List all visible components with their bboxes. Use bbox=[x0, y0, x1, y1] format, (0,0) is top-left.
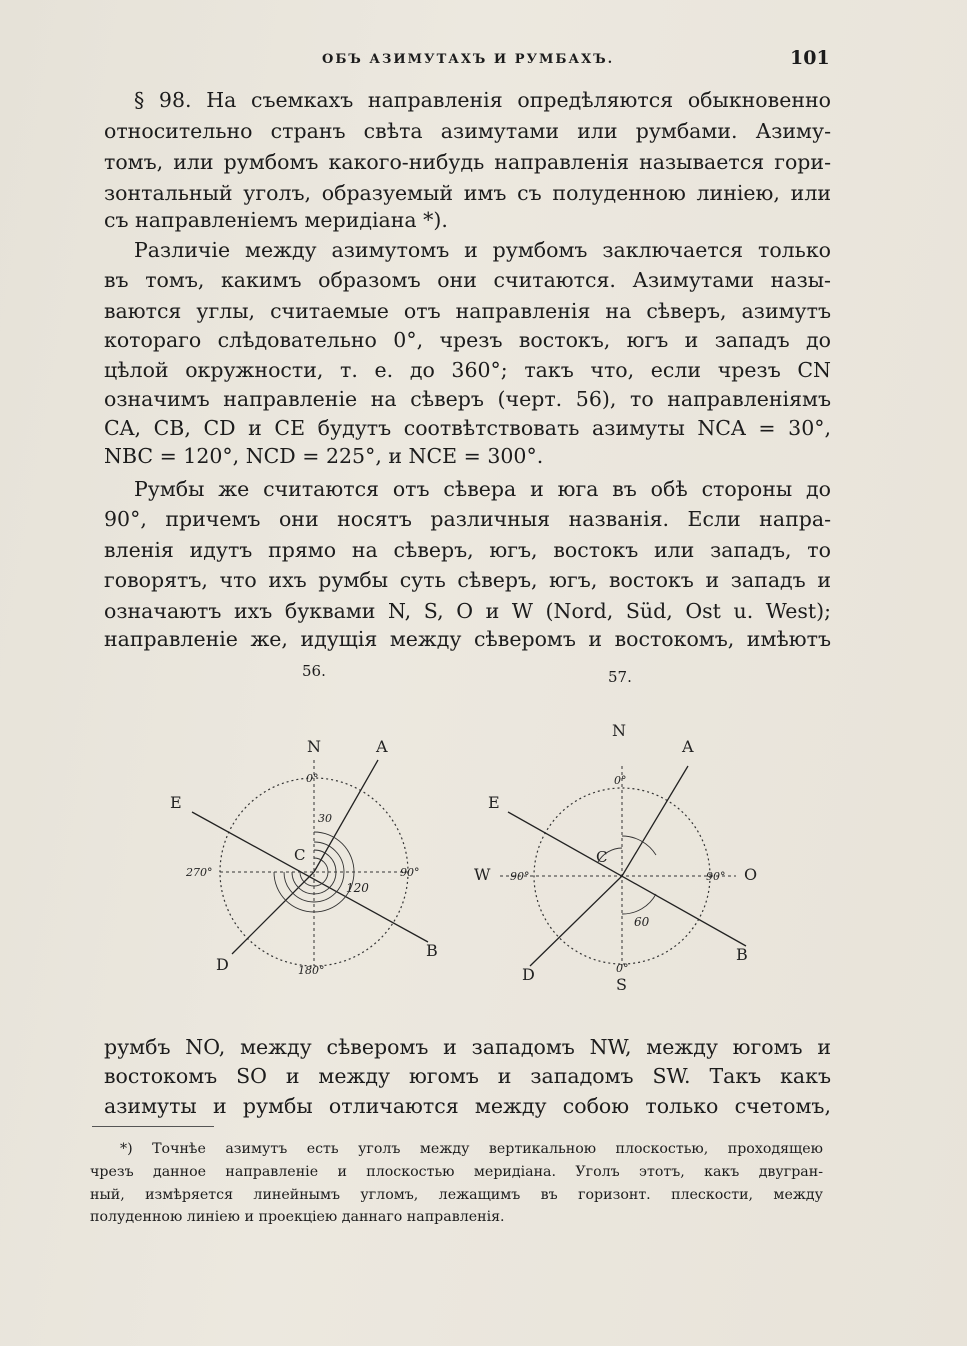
fig57-label-zero-bottom: 0° bbox=[616, 962, 629, 975]
fig57-label-90-east: 90° bbox=[706, 870, 726, 883]
figure-56-number: 56. bbox=[302, 662, 326, 680]
footnote-line: ный, измѣряется линейнымъ угломъ, лежащимъ въ горизонт. плескости, между bbox=[90, 1187, 823, 1203]
fig57-label-A: A bbox=[682, 737, 694, 756]
fig56-label-30: 30 bbox=[318, 812, 332, 825]
fig56-label-90: 90° bbox=[400, 866, 420, 879]
fig56-label-D: D bbox=[216, 955, 229, 974]
page-number: 101 bbox=[790, 47, 830, 69]
fig57-label-B: B bbox=[736, 945, 748, 964]
fig57-label-90-west: 90° bbox=[510, 870, 530, 883]
fig56-label-C: C bbox=[294, 846, 306, 864]
text-line: зонтальный уголъ, образуемый имъ съ полуденною линіею, или bbox=[104, 181, 831, 205]
fig57-label-O: O bbox=[744, 865, 758, 884]
text-line: означаютъ ихъ буквами N, S, O и W (Nord, Süd, Ost u. West); bbox=[104, 599, 831, 623]
fig57-label-E: E bbox=[488, 793, 500, 812]
footnote-line: чрезъ данное направленіе и плоскостью меридіана. Уголъ этотъ, какъ двугран- bbox=[90, 1164, 823, 1180]
fig56-label-180: 180° bbox=[298, 964, 325, 977]
text-line: съ направленіемъ меридіана *). bbox=[104, 208, 448, 232]
text-line: азимуты и румбы отличаются между собою только счетомъ, bbox=[104, 1094, 831, 1118]
fig57-label-S: S bbox=[616, 975, 627, 994]
fig56-label-B: B bbox=[426, 941, 438, 960]
text-line: востокомъ SO и между югомъ и западомъ SW. Такъ какъ bbox=[104, 1064, 831, 1088]
text-line: относительно странъ свѣта азимутами или румбами. Азиму- bbox=[104, 119, 831, 143]
fig56-label-zero: 0° bbox=[306, 772, 319, 785]
figure-57-number: 57. bbox=[608, 668, 632, 686]
text-line: Румбы же считаются отъ сѣвера и юга въ обѣ стороны до bbox=[134, 477, 831, 501]
fig57-label-W: W bbox=[474, 865, 491, 884]
figure-56-diagram bbox=[160, 720, 438, 990]
fig57-label-60: 60 bbox=[634, 915, 650, 929]
running-header: ОБЪ АЗИМУТАХЪ И РУМБАХЪ. bbox=[322, 52, 615, 67]
text-line: томъ, или румбомъ какого-нибудь направленія называется гори- bbox=[104, 150, 831, 174]
fig56-label-120: 120 bbox=[346, 881, 369, 895]
fig57-label-N: N bbox=[612, 721, 626, 740]
text-line: ваются углы, считаемые отъ направленія на сѣверъ, азимутъ bbox=[104, 299, 831, 323]
text-line: NBC = 120°, NCD = 225°, и NCE = 300°. bbox=[104, 444, 544, 468]
text-line: въ томъ, какимъ образомъ они считаются. Азимутами назы- bbox=[104, 268, 831, 292]
text-line: цѣлой окружности, т. е. до 360°; такъ что, если чрезъ CN bbox=[104, 358, 831, 382]
text-line: вленія идутъ прямо на сѣверъ, югъ, востокъ или западъ, то bbox=[104, 538, 831, 562]
fig57-label-D: D bbox=[522, 965, 535, 984]
figure-57-diagram bbox=[470, 714, 770, 994]
text-line: означимъ направленіе на сѣверъ (черт. 56), то направленіямъ bbox=[104, 387, 831, 411]
footnote-line: *) Точнѣе азимутъ есть уголъ между вертикальною плоскостью, проходящею bbox=[120, 1141, 823, 1157]
footnote-line: полуденною линіею и проекціею даннаго направленія. bbox=[90, 1209, 505, 1225]
fig57-label-C: C bbox=[596, 848, 608, 866]
text-line: 90°, причемъ они носятъ различныя названія. Если напра- bbox=[104, 507, 831, 531]
footnote-rule bbox=[92, 1126, 214, 1127]
text-line: направленіе же, идущія между сѣверомъ и востокомъ, имѣютъ bbox=[104, 627, 831, 651]
fig56-label-N: N bbox=[307, 737, 321, 756]
text-line: румбъ NO, между сѣверомъ и западомъ NW, между югомъ и bbox=[104, 1035, 831, 1059]
text-line: § 98. На съемкахъ направленія опредѣляются обыкновенно bbox=[134, 88, 831, 112]
text-line: Различіе между азимутомъ и румбомъ заключается только bbox=[134, 238, 831, 262]
fig56-label-A: A bbox=[376, 737, 388, 756]
fig56-label-E: E bbox=[170, 793, 182, 812]
text-line: котораго слѣдовательно 0°, чрезъ востокъ, югъ и западъ до bbox=[104, 328, 831, 352]
text-line: говорятъ, что ихъ румбы суть сѣверъ, югъ, востокъ и западъ и bbox=[104, 568, 831, 592]
fig57-label-zero-top: 0° bbox=[614, 774, 627, 787]
text-line: CA, CB, CD и CE будутъ соотвѣтствовать азимуты NCA = 30°, bbox=[104, 416, 831, 440]
fig56-label-270: 270° bbox=[186, 866, 213, 879]
